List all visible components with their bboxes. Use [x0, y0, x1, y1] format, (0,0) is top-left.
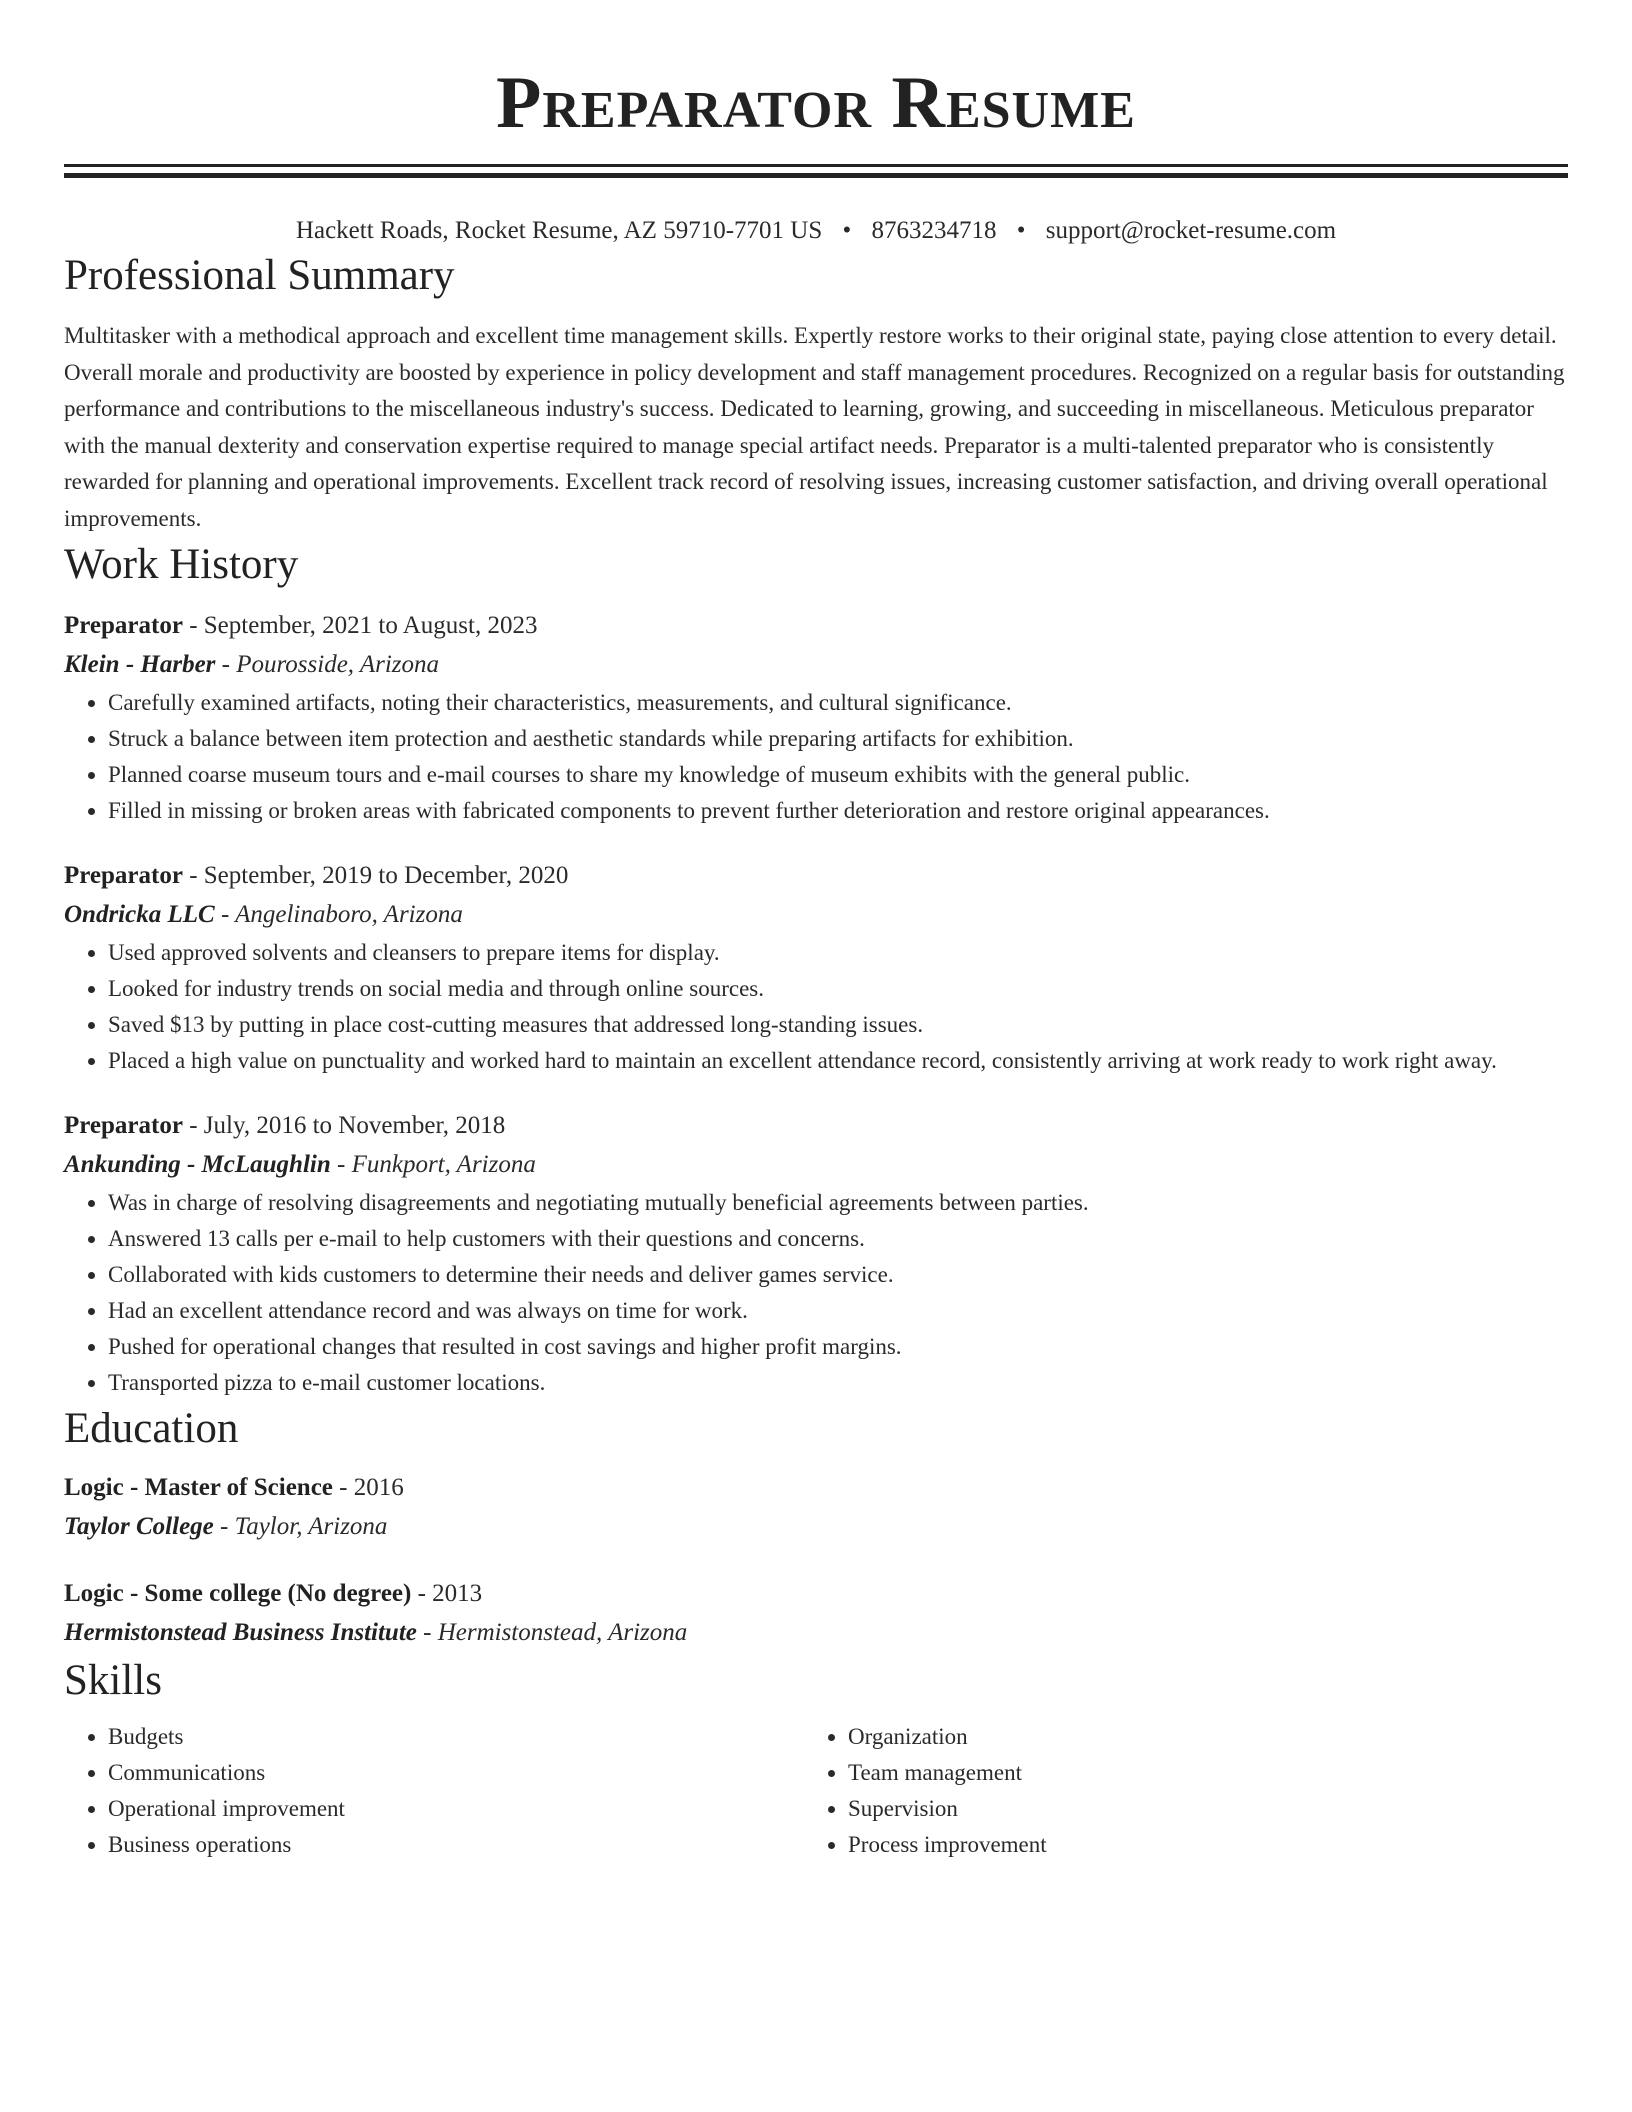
education-degree-line: [64, 1575, 1568, 1613]
job-bullets: [64, 935, 1568, 1079]
list-item: • Had an excellent attendance record and was always on time for work.: [108, 1293, 1568, 1329]
education-entry: [64, 1469, 1568, 1547]
job-dates: - September, 2021 to August, 2023: [182, 612, 538, 639]
list-item: • Placed a high value on punctuality and worked hard to maintain an excellent attendance record, consistently arriving at work ready to work right away.: [108, 1043, 1568, 1079]
job-company-line: [64, 895, 1568, 935]
job-company: Ondricka LLC: [64, 901, 215, 928]
list-item: • Budgets: [108, 1719, 804, 1755]
work-history-heading: Work History: [64, 541, 299, 588]
list-item: • Struck a balance between item protection and aesthetic standards while preparing artifacts for exhibition.: [108, 721, 1568, 757]
job-entry: [64, 857, 1568, 1079]
job-title-line: [64, 857, 1568, 895]
job-dates: - September, 2019 to December, 2020: [182, 862, 569, 889]
list-item: • Team management: [848, 1755, 1568, 1791]
title-divider-thin: [64, 164, 1568, 167]
education-heading: Education: [64, 1405, 239, 1452]
education-year: - 2013: [411, 1580, 483, 1607]
list-item: • Business operations: [108, 1827, 804, 1863]
list-item: • Organization: [848, 1719, 1568, 1755]
education-degree: Logic - Master of Science: [64, 1474, 333, 1501]
skills-heading: Skills: [64, 1657, 162, 1704]
education-location: - Hermistonstead, Arizona: [416, 1619, 688, 1646]
skills-column-right: [804, 1719, 1568, 1863]
education-entry: [64, 1575, 1568, 1653]
education-school-line: [64, 1613, 1568, 1653]
job-location: - Funkport, Arizona: [330, 1151, 536, 1178]
education-school: Hermistonstead Business Institute: [64, 1619, 417, 1646]
job-location: - Angelinaboro, Arizona: [214, 901, 463, 928]
list-item: • Used approved solvents and cleansers to prepare items for display.: [108, 935, 1568, 971]
job-company: Ankunding - McLaughlin: [64, 1151, 331, 1178]
list-item: • Operational improvement: [108, 1791, 804, 1827]
education-location: - Taylor, Arizona: [213, 1513, 388, 1540]
list-item: • Process improvement: [848, 1827, 1568, 1863]
job-bullets: [64, 1185, 1568, 1401]
education-school: Taylor College: [64, 1513, 214, 1540]
list-item: • Filled in missing or broken areas with fabricated components to prevent further deterioration and restore original appearances.: [108, 793, 1568, 829]
job-location: - Pourosside, Arizona: [215, 651, 440, 678]
summary-heading: Professional Summary: [64, 252, 455, 299]
education-degree-line: [64, 1469, 1568, 1507]
job-entry: [64, 1107, 1568, 1401]
list-item: • Pushed for operational changes that resulted in cost savings and higher profit margins.: [108, 1329, 1568, 1365]
resume-title: Preparator Resume: [496, 62, 1136, 144]
education-year: - 2016: [332, 1474, 404, 1501]
education-degree: Logic - Some college (No degree): [64, 1580, 412, 1607]
job-company-line: [64, 1145, 1568, 1185]
skills-list: [64, 1719, 1568, 1863]
job-company: Klein - Harber: [64, 651, 216, 678]
contact-separator: •: [842, 217, 852, 244]
job-title: Preparator: [64, 1112, 183, 1139]
list-item: • Collaborated with kids customers to determine their needs and deliver games service.: [108, 1257, 1568, 1293]
contact-address: Hackett Roads, Rocket Resume, AZ 59710-7701 US: [295, 217, 823, 244]
job-company-line: [64, 645, 1568, 685]
contact-email: support@rocket-resume.com: [1045, 217, 1337, 244]
contact-separator: •: [1016, 217, 1026, 244]
job-dates: - July, 2016 to November, 2018: [182, 1112, 506, 1139]
job-title: Preparator: [64, 862, 183, 889]
job-bullets: [64, 685, 1568, 829]
list-item: • Carefully examined artifacts, noting their characteristics, measurements, and cultural significance.: [108, 685, 1568, 721]
list-item: • Looked for industry trends on social media and through online sources.: [108, 971, 1568, 1007]
list-item: • Answered 13 calls per e-mail to help customers with their questions and concerns.: [108, 1221, 1568, 1257]
job-entry: [64, 607, 1568, 829]
list-item: • Supervision: [848, 1791, 1568, 1827]
list-item: • Saved $13 by putting in place cost-cutting measures that addressed long-standing issues.: [108, 1007, 1568, 1043]
job-title-line: [64, 607, 1568, 645]
skills-column-left: [64, 1719, 804, 1863]
summary-text: Multitasker with a methodical approach and excellent time management skills. Expertly restore works to their original state, paying close attention to every detail. Overall morale and productivity are boosted by experience in policy development and staff management procedures. Recognized on a regular basis for outstanding performance and contributions to the miscellaneous industry's success. Dedicated to learning, growing, and succeeding in miscellaneous. Meticulous preparator with the manual dexterity and conservation expertise required to manage special artifact needs. Preparator is a multi-talented preparator who is consistently rewarded for planning and operational improvements. Excellent track record of resolving issues, increasing customer satisfaction, and driving overall operational improvements.: [64, 323, 1565, 531]
job-title: Preparator: [64, 612, 183, 639]
job-title-line: [64, 1107, 1568, 1145]
title-divider-thick: [64, 173, 1568, 178]
list-item: • Communications: [108, 1755, 804, 1791]
list-item: • Transported pizza to e-mail customer locations.: [108, 1365, 1568, 1401]
list-item: • Planned coarse museum tours and e-mail courses to share my knowledge of museum exhibits with the general public.: [108, 757, 1568, 793]
contact-phone: 8763234718: [871, 217, 997, 244]
list-item: • Was in charge of resolving disagreements and negotiating mutually beneficial agreements between parties.: [108, 1185, 1568, 1221]
education-school-line: [64, 1507, 1568, 1547]
contact-line: [64, 214, 1568, 248]
